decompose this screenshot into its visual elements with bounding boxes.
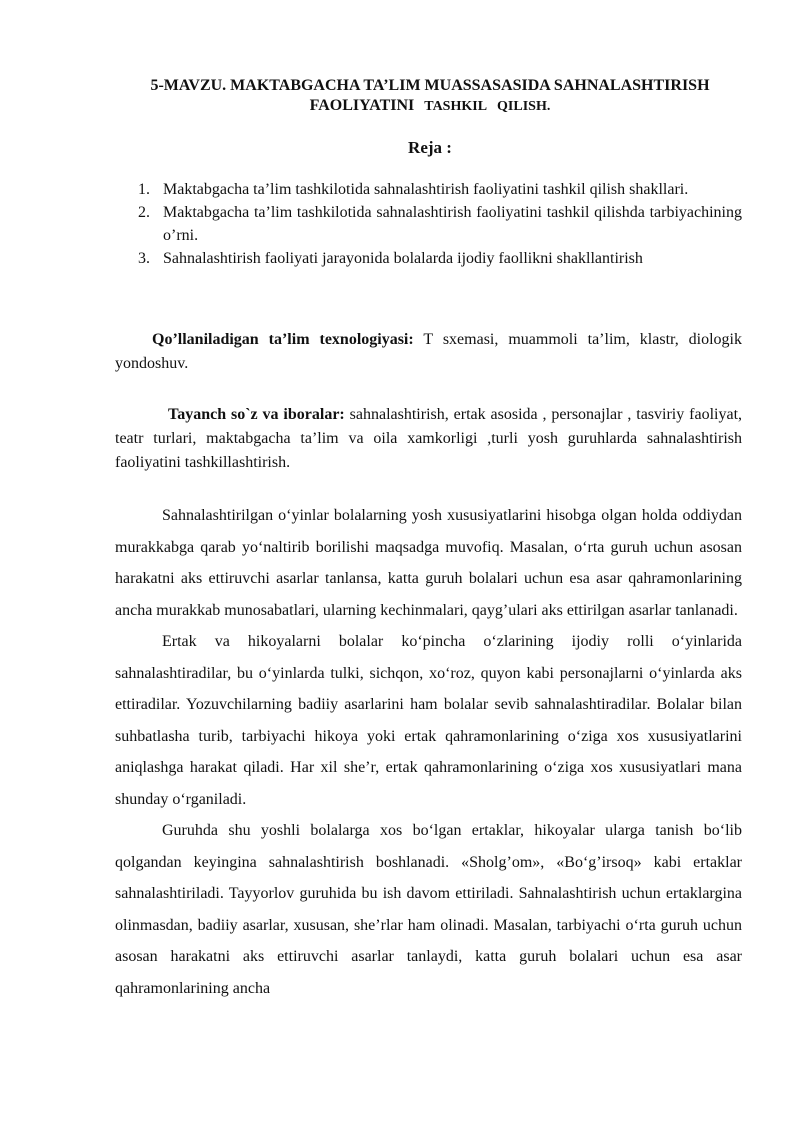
keywords-paragraph — [115, 403, 742, 475]
plan-heading: Reja : — [408, 138, 452, 157]
title-word-tashkil: TASHKIL — [424, 99, 488, 114]
plan-item — [138, 247, 742, 270]
plan-item-number: 3. — [138, 250, 150, 267]
technologies-text: T sxemasi, muammoli ta’lim, klastr, diologik yondoshuv. — [115, 331, 742, 372]
document-title — [110, 76, 750, 117]
title-line-1: 5-MAVZU. MAKTABGACHA TA’LIM MUASSASASIDA SAHNALASHTIRISH — [150, 77, 710, 94]
main-text — [115, 500, 742, 1004]
plan-item-number: 1. — [138, 181, 150, 198]
plan-item-number: 2. — [138, 204, 150, 221]
plan-list — [138, 178, 742, 270]
title-word-faoliyatini: FAOLIYATINI — [309, 97, 415, 114]
body-paragraph: Sahnalashtirilgan o‘yinlar bolalarning yosh xususiyatlarini hisobga olgan holda oddiydan murakkabga qarab yo‘naltirib borilishi maqsadga muvofiq. Masalan, o‘rta guruh uchun asosan harakatni aks ettiruvchi asarlar tanlansa, katta guruh bolalari uchun esa asar qahramonlarining ancha murakkab munosabatlari, ularning kechinmalari, qayg’ulari aks ettirilgan asarlar tanlanadi. — [115, 507, 742, 619]
body-paragraph: Ertak va hikoyalarni bolalar ko‘pincha o‘zlarining ijodiy rolli o‘yinlarida sahnalashtiradilar, bu o‘yinlarda tulki, sichqon, xo‘roz, quyon kabi personajlarni o‘yinlarda aks ettiradilar. Yozuvchilarning badiiy asarlarini ham bolalar sevib sahnalashtiradilar. Bolalar bilan suhbatlasha turib, tarbiyachi hikoya yoki ertak qahramonlarining o‘ziga xos xususiyatlarini aniqlashga harakat qiladi. Har xil she’r, ertak qahramonlarining o‘ziga xos xususiyatlari mana shunday o‘rganiladi. — [115, 633, 742, 808]
plan-item-text: Maktabgacha ta’lim tashkilotida sahnalashtirish faoliyatini tashkil qilish shakllari. — [163, 181, 689, 198]
title-line-2 — [110, 96, 750, 117]
technologies-paragraph — [115, 328, 742, 376]
title-word-qilish: QILISH. — [497, 99, 551, 114]
technologies-label: Qo’llaniladigan ta’lim texnologiyasi: — [152, 331, 414, 348]
body-paragraph: Guruhda shu yoshli bolalarga xos bo‘lgan ertaklar, hikoyalar ularga tanish bo‘lib qolgandan keyingina sahnalashtirish boshlanadi. «Sholg’om», «Bo‘g’irsoq» kabi ertaklar sahnalashtiriladi. Tayyorlov guruhida bu ish davom ettiriladi. Sahnalashtirish uchun ertaklargina olinmasdan, badiiy asarlar, xususan, she’rlar ham olinadi. Masalan, tarbiyachi o‘rta guruh uchun asosan harakatni aks ettiruvchi asarlar tanlaydi, katta guruh bolalari uchun esa asar qahramonlarining ancha — [115, 822, 742, 997]
plan-item — [138, 201, 742, 247]
plan-item-text: Maktabgacha ta’lim tashkilotida sahnalashtirish faoliyatini tashkil qilishda tarbiyachining o’rni. — [163, 204, 742, 244]
keywords-label: Tayanch so`z va iboralar: — [168, 406, 345, 423]
plan-item — [138, 178, 742, 201]
plan-item-text: Sahnalashtirish faoliyati jarayonida bolalarda ijodiy faollikni shakllantirish — [163, 250, 643, 267]
keywords-text: sahnalashtirish, ertak asosida , personajlar , tasviriy faoliyat, teatr turlari, maktabgacha ta’lim va oila xamkorligi ,turli yosh guruhlarda sahnalashtirish faoliyatini tashkillashtirish. — [115, 406, 743, 471]
